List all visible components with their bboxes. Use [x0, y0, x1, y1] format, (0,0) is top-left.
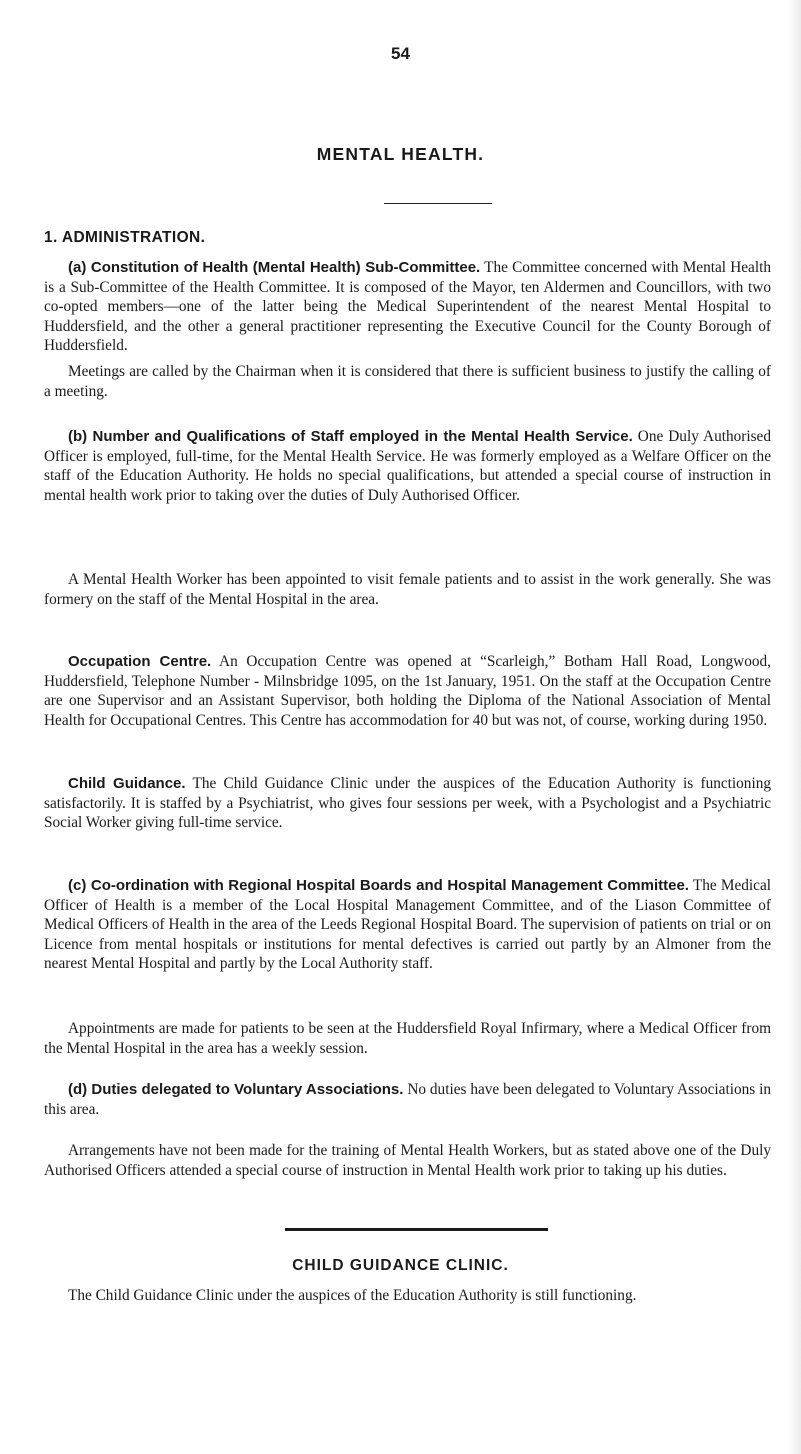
paragraph-appointments: [44, 1019, 771, 1058]
paragraph-child-guidance-clinic: [44, 1286, 771, 1306]
page-number: 54: [391, 44, 410, 63]
paragraph-text: No duties have been delegated to Voluntary Associations in this area.: [44, 1081, 772, 1118]
paragraph-arrangements: [44, 1141, 771, 1180]
section-heading-administration: 1. ADMINISTRATION.: [44, 229, 206, 246]
paragraph-constitution: [44, 258, 771, 356]
paragraph-text: The Child Guidance Clinic under the auspices of the Education Authority is still functioning.: [68, 1287, 637, 1304]
paragraph-coordination: [44, 876, 771, 974]
paragraph-lead: Occupation Centre.: [68, 653, 212, 670]
paragraph-text: Meetings are called by the Chairman when it is considered that there is sufficient business to justify the calling of a meeting.: [44, 363, 771, 400]
paragraph-lead: (d) Duties delegated to Voluntary Associations.: [68, 1081, 404, 1098]
paragraph-occupation-centre: [44, 652, 771, 730]
paragraph-mental-health-worker: [44, 570, 771, 609]
paragraph-text: A Mental Health Worker has been appointed to visit female patients and to assist in the work generally. She was formery on the staff of the Mental Hospital in the area.: [44, 571, 771, 608]
paragraph-text: The Medical Officer of Health is a member of the Local Hospital Management Committee, and of the Liason Committee of Medical Officers of Health in the area of the Leeds Regional Hospital Board. The supervision of patients on trial or on Licence from mental hospitals or institutions for mental defectives is carried out partly by an Almoner from the nearest Mental Hospital and partly by the Local Authority staff.: [44, 877, 771, 973]
paragraph-child-guidance: [44, 774, 771, 833]
paragraph-duties-delegated: [44, 1080, 771, 1119]
paragraph-text: The Committee concerned with Mental Health is a Sub-Committee of the Health Committee. It is composed of the Mayor, ten Aldermen and Councillors, with two co-opted members—one of the latter being the Medical Superintendent of the nearest Mental Hospital to Huddersfield, and the other a general practitioner representing the Executive Council for the County Borough of Huddersfield.: [44, 259, 771, 355]
page-title: MENTAL HEALTH.: [316, 144, 485, 164]
paragraph-text: An Occupation Centre was opened at “Scarleigh,” Botham Hall Road, Longwood, Huddersfield, Telephone Number - Milnsbridge 1095, on the 1st January, 1951. On the staff at the Occupation Centre are one Supervisor and an Assistant Supervisor, both holding the Diploma of the National Association of Mental Health for Occupational Centres. This Centre has accommodation for 40 but was not, of course, working during 1950.: [44, 653, 771, 729]
paragraph-lead: (a) Constitution of Health (Mental Health) Sub-Committee.: [68, 259, 481, 276]
paragraph-staff: [44, 427, 771, 505]
paragraph-text: The Child Guidance Clinic under the auspices of the Education Authority is functioning satisfactorily. It is staffed by a Psychiatrist, who gives four sessions per week, with a Psychologist and a Psychiatric Social Worker giving full-time service.: [44, 775, 772, 832]
paragraph-text: Appointments are made for patients to be seen at the Huddersfield Royal Infirmary, where a Medical Officer from the Mental Hospital in the area has a weekly session.: [44, 1020, 771, 1057]
paragraph-meetings: [44, 362, 771, 401]
paragraph-lead: Child Guidance.: [68, 775, 186, 792]
paragraph-lead: (b) Number and Qualifications of Staff employed in the Mental Health Service.: [68, 428, 633, 445]
paragraph-text: One Duly Authorised Officer is employed, full-time, for the Mental Health Service. He was formerly employed as a Welfare Officer on the staff of the Education Authority. He holds no special qualifications, but attended a special course of instruction in mental health work prior to taking over the duties of Duly Authorised Officer.: [44, 428, 771, 504]
paragraph-text: Arrangements have not been made for the training of Mental Health Workers, but as stated above one of the Duly Authorised Officers attended a special course of instruction in Mental Health work prior to taking up his duties.: [44, 1142, 771, 1179]
section-divider: [285, 1228, 548, 1231]
title-divider: [384, 203, 492, 204]
child-guidance-heading: CHILD GUIDANCE CLINIC.: [292, 1257, 509, 1274]
paragraph-lead: (c) Co-ordination with Regional Hospital Boards and Hospital Management Committee.: [68, 877, 689, 894]
page-edge-shadow: [787, 0, 801, 1454]
